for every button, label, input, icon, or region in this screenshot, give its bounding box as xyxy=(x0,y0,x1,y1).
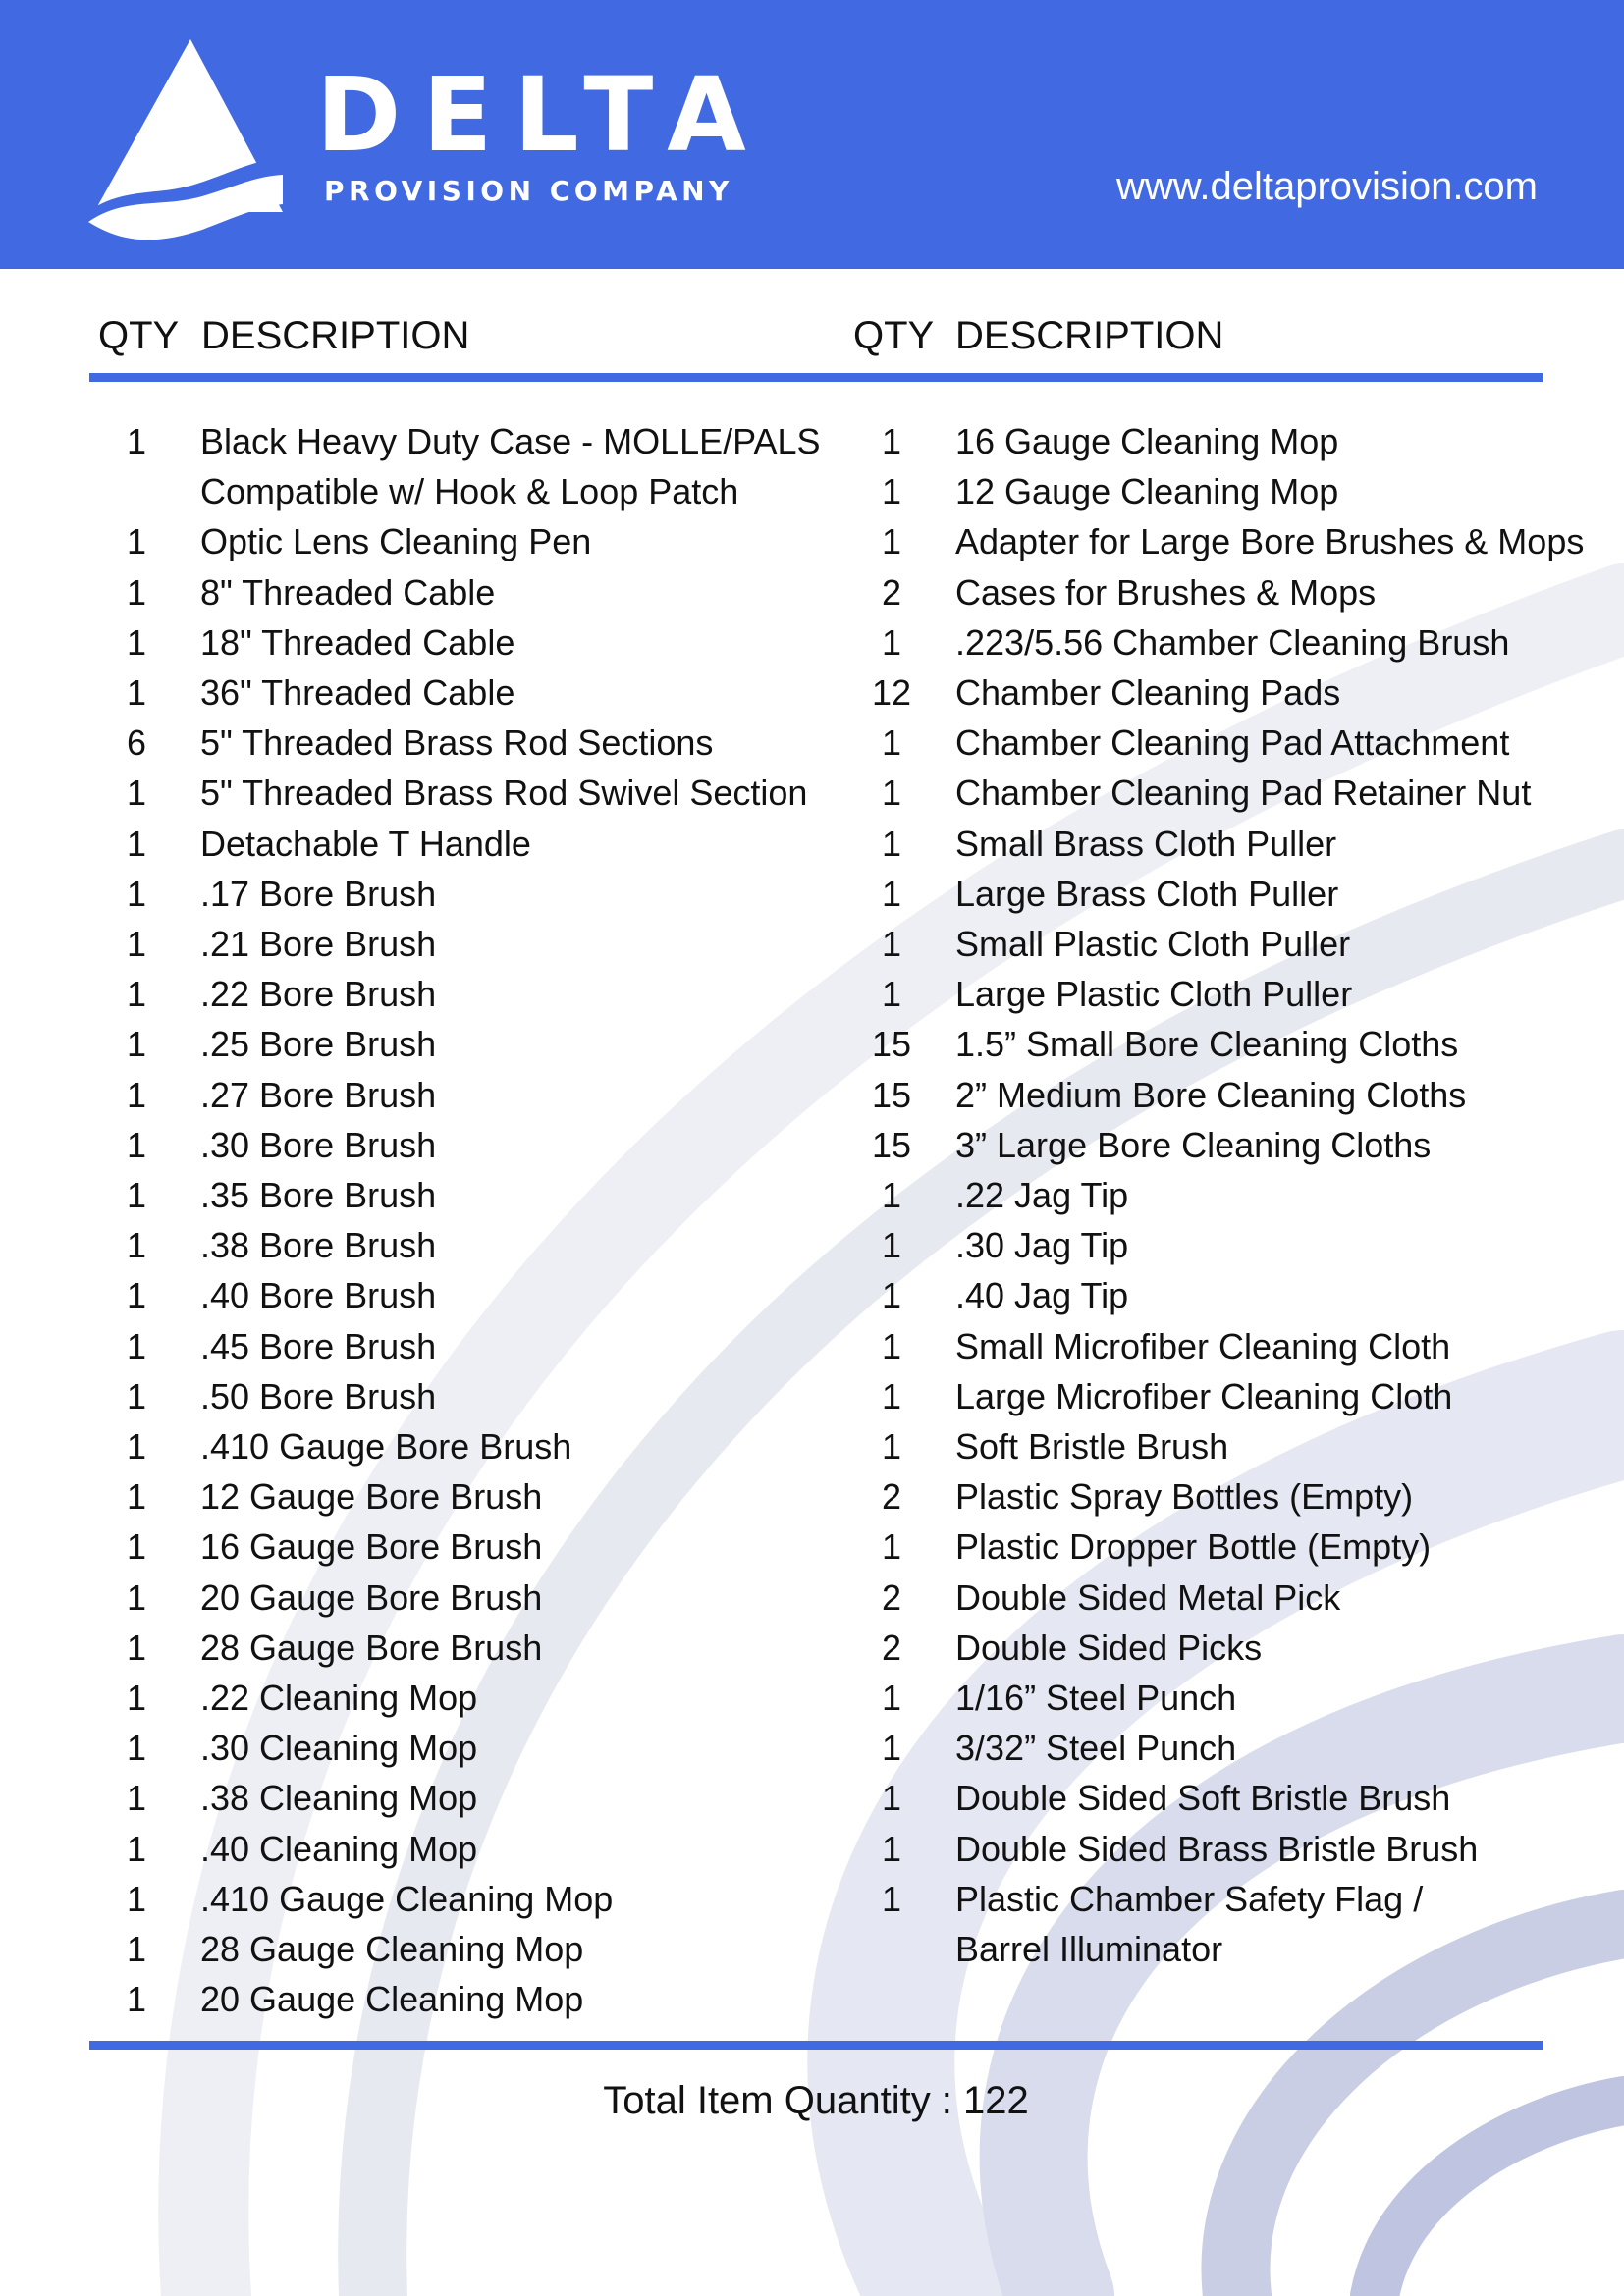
item-description: 12 Gauge Bore Brush xyxy=(200,1476,543,1518)
item-description: Black Heavy Duty Case - MOLLE/PALS Compatible w/ Hook & Loop Patch xyxy=(200,421,821,512)
item-description: 16 Gauge Cleaning Mop xyxy=(955,421,1339,461)
list-item xyxy=(853,466,1584,516)
item-qty: 1 xyxy=(126,1979,147,2020)
item-description: Double Sided Soft Bristle Brush xyxy=(955,1778,1451,1819)
item-qty: 1 xyxy=(126,1728,147,1769)
list-item xyxy=(853,516,1584,566)
item-description: .22 Cleaning Mop xyxy=(200,1678,478,1719)
list-item xyxy=(98,416,821,516)
item-qty: 1 xyxy=(881,471,902,512)
list-item xyxy=(98,1723,821,1773)
item-description: Small Microfiber Cleaning Cloth xyxy=(955,1325,1451,1366)
list-item xyxy=(853,919,1584,969)
list-item xyxy=(853,718,1584,768)
item-qty: 1 xyxy=(126,1778,147,1819)
list-item xyxy=(98,1321,821,1371)
item-qty: 1 xyxy=(126,1225,147,1266)
item-description: 5" Threaded Brass Rod Sections xyxy=(200,722,714,764)
item-description: .30 Cleaning Mop xyxy=(200,1728,478,1769)
item-description: Large Brass Cloth Puller xyxy=(955,873,1339,914)
item-qty: 1 xyxy=(126,1175,147,1216)
item-description: 2” Medium Bore Cleaning Cloths xyxy=(955,1074,1467,1115)
list-item xyxy=(853,567,1584,617)
item-description: .27 Bore Brush xyxy=(200,1074,437,1115)
item-description: 18" Threaded Cable xyxy=(200,621,515,663)
list-item xyxy=(853,1623,1584,1673)
left-description-header: DESCRIPTION xyxy=(201,314,470,357)
list-item xyxy=(853,969,1584,1019)
list-item xyxy=(98,1270,821,1320)
item-qty: 1 xyxy=(126,1024,147,1065)
item-qty: 15 xyxy=(871,1074,912,1115)
brand-name: DELTA xyxy=(316,55,768,175)
item-description: .17 Bore Brush xyxy=(200,873,437,914)
item-qty: 1 xyxy=(881,1778,902,1819)
item-description: .38 Cleaning Mop xyxy=(200,1778,478,1819)
item-description: .40 Bore Brush xyxy=(200,1275,437,1316)
item-qty: 1 xyxy=(126,1627,147,1668)
header-divider xyxy=(89,373,1543,382)
item-qty: 2 xyxy=(881,1576,902,1618)
item-qty: 1 xyxy=(126,1526,147,1568)
item-description: 12 Gauge Cleaning Mop xyxy=(955,471,1339,512)
item-qty: 1 xyxy=(126,571,147,613)
item-description: Plastic Dropper Bottle (Empty) xyxy=(955,1526,1432,1568)
item-qty: 1 xyxy=(881,521,902,562)
list-item xyxy=(853,1874,1584,1974)
item-description: 28 Gauge Bore Brush xyxy=(200,1627,543,1668)
item-description: 3/32” Steel Punch xyxy=(955,1728,1237,1769)
item-description: .21 Bore Brush xyxy=(200,924,437,965)
item-qty: 1 xyxy=(881,1678,902,1719)
item-qty: 1 xyxy=(126,521,147,562)
item-description: Large Plastic Cloth Puller xyxy=(955,974,1353,1015)
item-qty: 6 xyxy=(126,722,147,764)
item-description: Small Brass Cloth Puller xyxy=(955,823,1337,864)
list-item xyxy=(853,1019,1584,1069)
list-item xyxy=(853,819,1584,869)
list-item xyxy=(853,1170,1584,1220)
item-qty: 1 xyxy=(126,1124,147,1165)
item-qty: 1 xyxy=(881,621,902,663)
item-qty: 1 xyxy=(126,1375,147,1416)
item-description: Plastic Spray Bottles (Empty) xyxy=(955,1476,1414,1518)
item-description: Detachable T Handle xyxy=(200,823,531,864)
item-qty: 1 xyxy=(881,1175,902,1216)
list-item xyxy=(98,768,821,818)
item-description: Double Sided Brass Bristle Brush xyxy=(955,1828,1479,1869)
item-qty: 1 xyxy=(126,1678,147,1719)
item-qty: 1 xyxy=(126,1476,147,1518)
list-item xyxy=(98,969,821,1019)
list-item xyxy=(98,869,821,919)
list-item xyxy=(98,1773,821,1823)
item-description: .40 Jag Tip xyxy=(955,1275,1129,1316)
item-description: .25 Bore Brush xyxy=(200,1024,437,1065)
item-description: Double Sided Picks xyxy=(955,1627,1263,1668)
item-description: .45 Bore Brush xyxy=(200,1325,437,1366)
list-item xyxy=(98,1824,821,1874)
list-item xyxy=(98,718,821,768)
item-description: .410 Gauge Bore Brush xyxy=(200,1426,572,1468)
item-qty: 2 xyxy=(881,571,902,613)
left-qty-header: QTY xyxy=(98,314,180,357)
item-description: 8" Threaded Cable xyxy=(200,571,496,613)
list-item xyxy=(853,1270,1584,1320)
item-description: Soft Bristle Brush xyxy=(955,1426,1229,1468)
item-qty: 2 xyxy=(881,1476,902,1518)
item-qty: 12 xyxy=(871,672,912,714)
list-item xyxy=(98,617,821,667)
item-description: Chamber Cleaning Pad Attachment xyxy=(955,722,1510,764)
list-item xyxy=(853,1070,1584,1120)
list-item xyxy=(98,516,821,566)
item-qty: 1 xyxy=(126,974,147,1015)
right-description-header: DESCRIPTION xyxy=(955,314,1224,357)
list-item xyxy=(98,1170,821,1220)
right-qty-header: QTY xyxy=(853,314,935,357)
item-description: Plastic Chamber Safety Flag / Barrel Illuminator xyxy=(955,1878,1424,1970)
item-qty: 15 xyxy=(871,1024,912,1065)
list-item xyxy=(98,1924,821,1974)
list-item xyxy=(853,416,1584,466)
item-description: Chamber Cleaning Pad Retainer Nut xyxy=(955,773,1532,814)
item-description: Small Plastic Cloth Puller xyxy=(955,924,1351,965)
item-qty: 1 xyxy=(126,1929,147,1970)
item-description: .30 Bore Brush xyxy=(200,1124,437,1165)
item-qty: 1 xyxy=(881,1325,902,1366)
item-qty: 1 xyxy=(881,1275,902,1316)
item-description: .223/5.56 Chamber Cleaning Brush xyxy=(955,621,1510,663)
list-item xyxy=(853,617,1584,667)
website-link[interactable]: www.deltaprovision.com xyxy=(1115,165,1538,208)
item-qty: 1 xyxy=(881,1828,902,1869)
list-item xyxy=(853,667,1584,718)
item-qty: 1 xyxy=(881,722,902,764)
item-qty: 1 xyxy=(881,1728,902,1769)
item-description: 20 Gauge Bore Brush xyxy=(200,1576,543,1618)
item-description: .22 Jag Tip xyxy=(955,1175,1129,1216)
list-item xyxy=(98,1019,821,1069)
list-item xyxy=(98,567,821,617)
item-description: 28 Gauge Cleaning Mop xyxy=(200,1929,584,1970)
list-item xyxy=(853,1522,1584,1572)
item-description: .30 Jag Tip xyxy=(955,1225,1129,1266)
item-qty: 1 xyxy=(126,621,147,663)
total-item-quantity: Total Item Quantity : 122 xyxy=(603,2079,1029,2122)
list-item xyxy=(853,1371,1584,1421)
item-description: Large Microfiber Cleaning Cloth xyxy=(955,1375,1453,1416)
brand-tagline: PROVISION COMPANY xyxy=(324,175,733,207)
list-item xyxy=(98,1573,821,1623)
item-qty: 1 xyxy=(126,873,147,914)
item-qty: 15 xyxy=(871,1124,912,1165)
item-qty: 1 xyxy=(881,873,902,914)
item-description: Cases for Brushes & Mops xyxy=(955,571,1377,613)
item-qty: 1 xyxy=(126,1828,147,1869)
item-qty: 1 xyxy=(126,924,147,965)
item-description: .35 Bore Brush xyxy=(200,1175,437,1216)
list-item xyxy=(98,1421,821,1471)
item-qty: 1 xyxy=(126,1878,147,1919)
item-qty: 1 xyxy=(881,1426,902,1468)
item-qty: 1 xyxy=(126,1325,147,1366)
list-item xyxy=(98,1522,821,1572)
list-item xyxy=(98,1070,821,1120)
item-qty: 1 xyxy=(126,1275,147,1316)
list-item xyxy=(98,1974,821,2024)
item-description: 5" Threaded Brass Rod Swivel Section xyxy=(200,773,808,814)
list-item xyxy=(853,869,1584,919)
item-description: 20 Gauge Cleaning Mop xyxy=(200,1979,584,2020)
item-qty: 1 xyxy=(126,1426,147,1468)
item-description: 36" Threaded Cable xyxy=(200,672,515,714)
item-description: .410 Gauge Cleaning Mop xyxy=(200,1878,614,1919)
list-item xyxy=(98,1623,821,1673)
list-item xyxy=(98,1673,821,1723)
footer-divider xyxy=(89,2041,1543,2050)
list-item xyxy=(853,1421,1584,1471)
item-qty: 1 xyxy=(126,773,147,814)
item-description: 3” Large Bore Cleaning Cloths xyxy=(955,1124,1432,1165)
item-description: Optic Lens Cleaning Pen xyxy=(200,521,592,562)
item-description: 16 Gauge Bore Brush xyxy=(200,1526,543,1568)
list-item xyxy=(853,768,1584,818)
list-item xyxy=(853,1573,1584,1623)
list-item xyxy=(98,1874,821,1924)
list-item xyxy=(98,1220,821,1270)
item-qty: 1 xyxy=(126,823,147,864)
list-item xyxy=(853,1673,1584,1723)
item-qty: 1 xyxy=(881,1225,902,1266)
item-description: Adapter for Large Bore Brushes & Mops xyxy=(955,521,1585,562)
list-item xyxy=(98,919,821,969)
list-item xyxy=(853,1824,1584,1874)
left-item-list xyxy=(98,416,821,2025)
item-description: 1.5” Small Bore Cleaning Cloths xyxy=(955,1024,1459,1065)
item-qty: 1 xyxy=(881,421,902,461)
item-qty: 1 xyxy=(126,1074,147,1115)
list-item xyxy=(853,1321,1584,1371)
item-qty: 1 xyxy=(881,1375,902,1416)
list-item xyxy=(853,1723,1584,1773)
item-qty: 2 xyxy=(881,1627,902,1668)
item-qty: 1 xyxy=(881,823,902,864)
item-qty: 1 xyxy=(126,421,147,461)
list-item xyxy=(98,1120,821,1170)
item-description: .50 Bore Brush xyxy=(200,1375,437,1416)
item-qty: 1 xyxy=(881,773,902,814)
item-description: Double Sided Metal Pick xyxy=(955,1576,1341,1618)
list-item xyxy=(853,1220,1584,1270)
right-item-list xyxy=(853,416,1584,1974)
item-qty: 1 xyxy=(881,1878,902,1919)
list-item xyxy=(853,1773,1584,1823)
item-description: .22 Bore Brush xyxy=(200,974,437,1015)
item-qty: 1 xyxy=(881,1526,902,1568)
item-description: Chamber Cleaning Pads xyxy=(955,672,1341,714)
item-description: .38 Bore Brush xyxy=(200,1225,437,1266)
list-item xyxy=(98,1471,821,1522)
list-item xyxy=(853,1471,1584,1522)
list-item xyxy=(98,667,821,718)
item-qty: 1 xyxy=(126,1576,147,1618)
list-item xyxy=(98,819,821,869)
list-item xyxy=(98,1371,821,1421)
item-description: .40 Cleaning Mop xyxy=(200,1828,478,1869)
list-item xyxy=(853,1120,1584,1170)
item-description: 1/16” Steel Punch xyxy=(955,1678,1237,1719)
item-qty: 1 xyxy=(126,672,147,714)
item-qty: 1 xyxy=(881,974,902,1015)
item-qty: 1 xyxy=(881,924,902,965)
